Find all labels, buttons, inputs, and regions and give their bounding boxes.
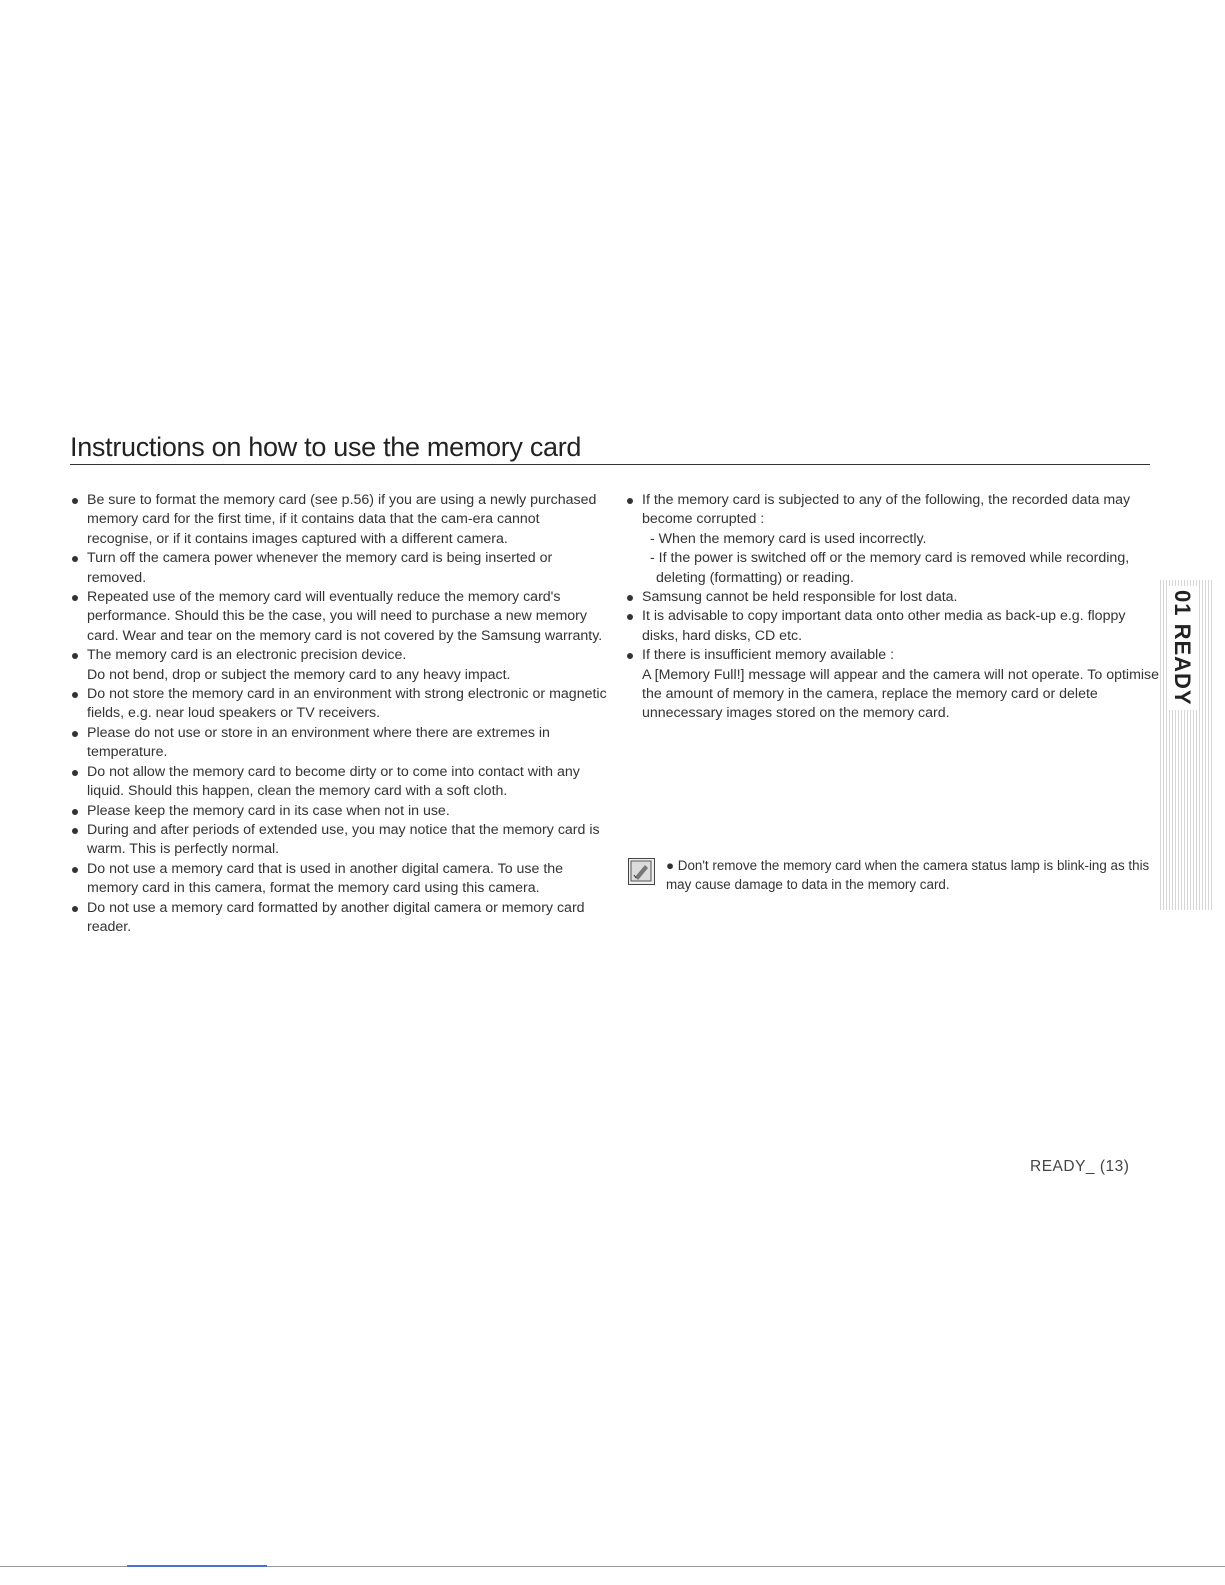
- page-title: Instructions on how to use the memory card: [70, 432, 582, 462]
- bullet-dot-icon: [627, 498, 633, 504]
- bullet-dot-icon: [72, 770, 78, 776]
- item-text: Turn off the camera power whenever the memory card is being inserted or removed.: [87, 550, 553, 586]
- item-text-continued: A [Memory Full!] message will appear and the camera will not operate. To optimise the amount of memory in the camera, replace the memory card or delete unnecessary images stored on the memory card.: [642, 666, 1160, 722]
- list-item: [72, 724, 607, 763]
- bullet-dot-icon: [72, 556, 78, 562]
- item-text: During and after periods of extended use, you may notice that the memory card is warm. This is perfectly normal.: [87, 821, 600, 858]
- item-text: If there is insufficient memory available :: [642, 647, 895, 664]
- title-underline: [70, 464, 1150, 465]
- list-item: [627, 646, 1162, 724]
- item-text-continued: Do not bend, drop or subject the memory card to any heavy impact.: [87, 666, 511, 683]
- bullet-dot-icon: [72, 731, 78, 737]
- bullet-dot-icon: [72, 498, 78, 504]
- item-text: Be sure to format the memory card (see p.56) if you are using a newly purchased memory card for the first time, if it contains data that the cam-era cannot recognise, or if it contains images captured with a different camera.: [87, 492, 597, 547]
- sub-item: - If the power is switched off or the memory card is removed while recording, deleting (formatting) or reading.: [650, 550, 1130, 586]
- list-item: [627, 491, 1162, 588]
- bullet-dot-icon: [72, 809, 78, 815]
- item-text: Do not use a memory card formatted by another digital camera or memory card reader.: [87, 899, 585, 935]
- list-item: [72, 588, 607, 646]
- list-item: [72, 685, 607, 724]
- list-item: [72, 802, 607, 821]
- list-item: [72, 899, 607, 938]
- item-text: Please do not use or store in an environment where there are extremes in temperature.: [87, 724, 550, 761]
- item-text: Repeated use of the memory card will eventually reduce the memory card's performance. Should this be the case, you will need to purchase a new memory card. Wear and tear on the memory card is not covered by the Samsung warranty.: [87, 589, 603, 644]
- bullet-dot-icon: [72, 867, 78, 873]
- list-item: [72, 491, 607, 549]
- list-item: [627, 607, 1162, 646]
- page-number: READY_ (13): [1030, 1158, 1130, 1175]
- bottom-link-bar: [127, 1565, 267, 1567]
- item-text: The memory card is an electronic precision device.: [87, 647, 407, 664]
- item-text: Do not allow the memory card to become dirty or to come into contact with any liquid. Should this happen, clean the memory card with a soft cloth.: [87, 763, 580, 800]
- list-item: [72, 646, 607, 685]
- right-column: [627, 491, 1162, 724]
- item-text: It is advisable to copy important data onto other media as back-up e.g. floppy disks, hard disks, CD etc.: [642, 608, 1126, 644]
- list-item: [627, 588, 1162, 607]
- bullet-dot-icon: [627, 614, 633, 620]
- item-text: Do not use a memory card that is used in another digital camera. To use the memory card in this camera, format the memory card using this camera.: [87, 860, 564, 897]
- item-text: Do not store the memory card in an environment with strong electronic or magnetic fields, e.g. near loud speakers or TV receivers.: [87, 686, 607, 722]
- item-text: Please keep the memory card in its case when not in use.: [87, 802, 450, 819]
- bullet-dot-icon: [72, 828, 78, 834]
- sub-item: - When the memory card is used incorrectly.: [650, 530, 927, 547]
- list-item: [72, 860, 607, 899]
- list-item: [72, 821, 607, 860]
- left-column: [72, 491, 607, 937]
- note-pencil-icon: [628, 858, 655, 885]
- bullet-dot-icon: [72, 692, 78, 698]
- note-text: ● Don't remove the memory card when the camera status lamp is blink-ing as this may cause damage to data in the memory card.: [666, 858, 1150, 892]
- chapter-tab-label: 01 READY: [1167, 586, 1197, 710]
- bullet-dot-icon: [72, 906, 78, 912]
- bullet-dot-icon: [72, 653, 78, 659]
- item-text: Samsung cannot be held responsible for lost data.: [642, 589, 958, 606]
- list-item: [72, 549, 607, 588]
- list-item: [72, 763, 607, 802]
- item-text: If the memory card is subjected to any of the following, the recorded data may become corrupted :: [642, 492, 1131, 528]
- bullet-dot-icon: [627, 653, 633, 659]
- bullet-dot-icon: [72, 595, 78, 601]
- bullet-dot-icon: [627, 595, 633, 601]
